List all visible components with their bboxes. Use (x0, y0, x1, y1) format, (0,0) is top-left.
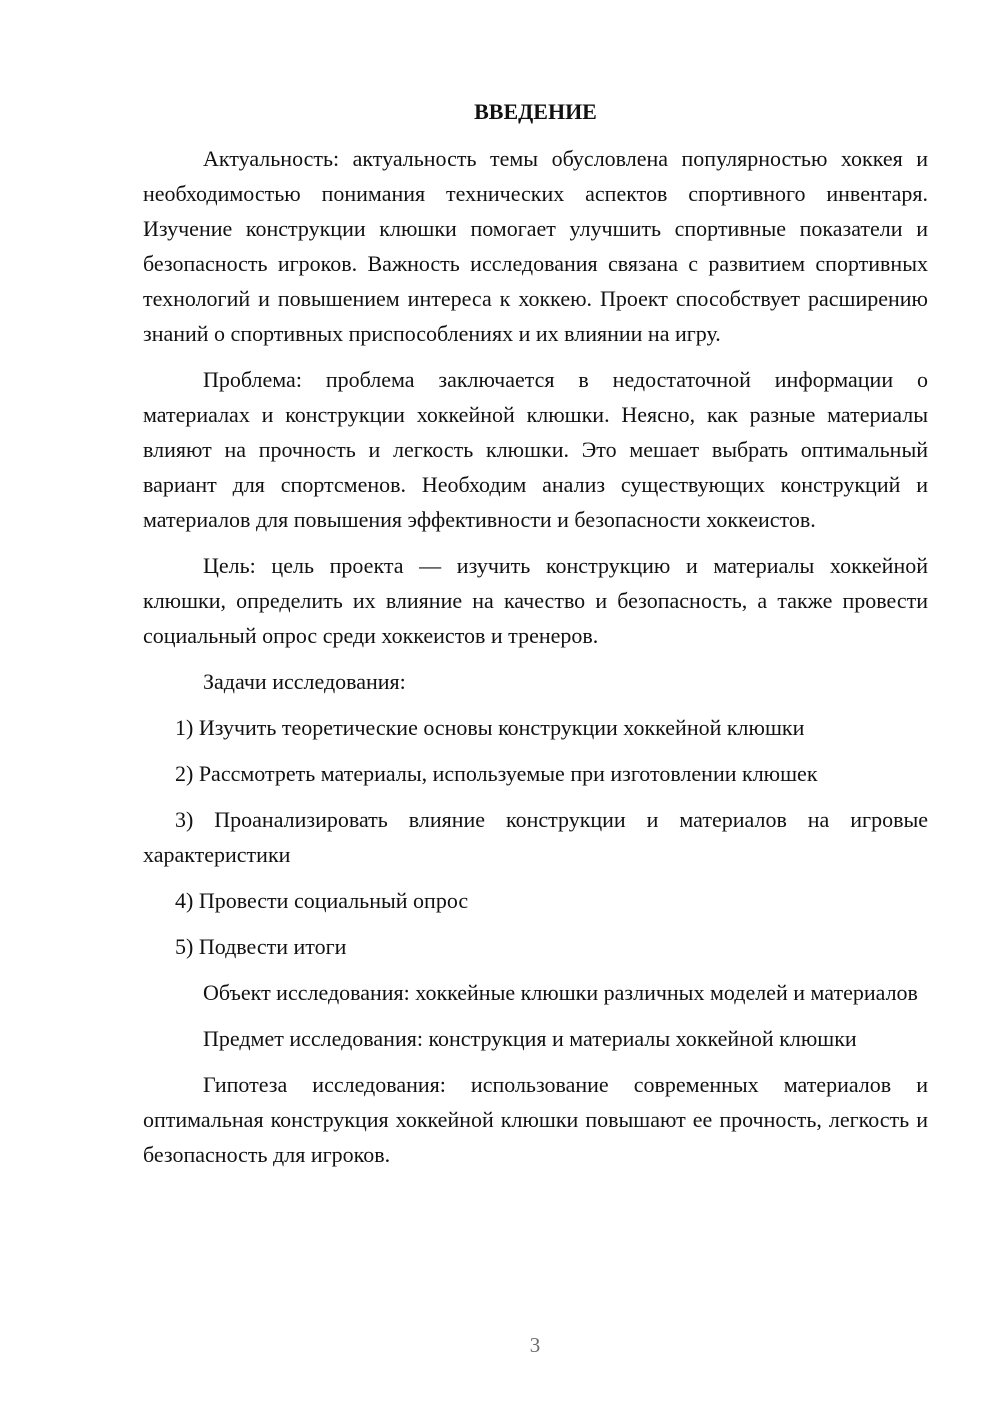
list-item: 4) Провести социальный опрос (175, 888, 469, 913)
problem-paragraph: Проблема: проблема заключается в недостаточной информации о материалах и конструкции хоккейной клюшки. Неясно, как разные материалы влияют на прочность и легкость клюшки. Это мешает выбрать оптимальный вариант для спортсменов. Необходим анализ существующих конструкций и материалов для повышения эффективности и безопасности хоккеистов. (143, 367, 928, 532)
page-content (143, 94, 928, 1183)
relevance-paragraph: Актуальность: актуальность темы обусловлена популярностью хоккея и необходимостью понимания технических аспектов спортивного инвентаря. Изучение конструкции клюшки помогает улучшить спортивные показатели и безопасность игроков. Важность исследования связана с развитием спортивных технологий и повышением интереса к хоккею. Проект способствует расширению знаний о спортивных приспособлениях и их влиянии на игру. (143, 146, 928, 346)
tasks-heading: Задачи исследования: (203, 669, 406, 694)
section-title: ВВЕДЕНИЕ (474, 99, 597, 124)
hypothesis-paragraph: Гипотеза исследования: использование современных материалов и оптимальная конструкция хоккейной клюшки повышают ее прочность, легкость и безопасность для игроков. (143, 1072, 928, 1167)
object-paragraph: Объект исследования: хоккейные клюшки различных моделей и материалов (203, 980, 918, 1005)
list-item: 2) Рассмотреть материалы, используемые при изготовлении клюшек (175, 761, 818, 786)
list-item: 1) Изучить теоретические основы конструкции хоккейной клюшки (175, 715, 805, 740)
page-number: 3 (529, 1333, 541, 1357)
list-item: 3) Проанализировать влияние конструкции и материалов на игровые характеристики (143, 807, 928, 867)
tasks-list (143, 710, 928, 964)
subject-paragraph: Предмет исследования: конструкция и материалы хоккейной клюшки (203, 1026, 857, 1051)
list-item: 5) Подвести итоги (175, 934, 347, 959)
goal-paragraph: Цель: цель проекта — изучить конструкцию и материалы хоккейной клюшки, определить их влияние на качество и безопасность, а также провести социальный опрос среди хоккеистов и тренеров. (143, 553, 928, 648)
